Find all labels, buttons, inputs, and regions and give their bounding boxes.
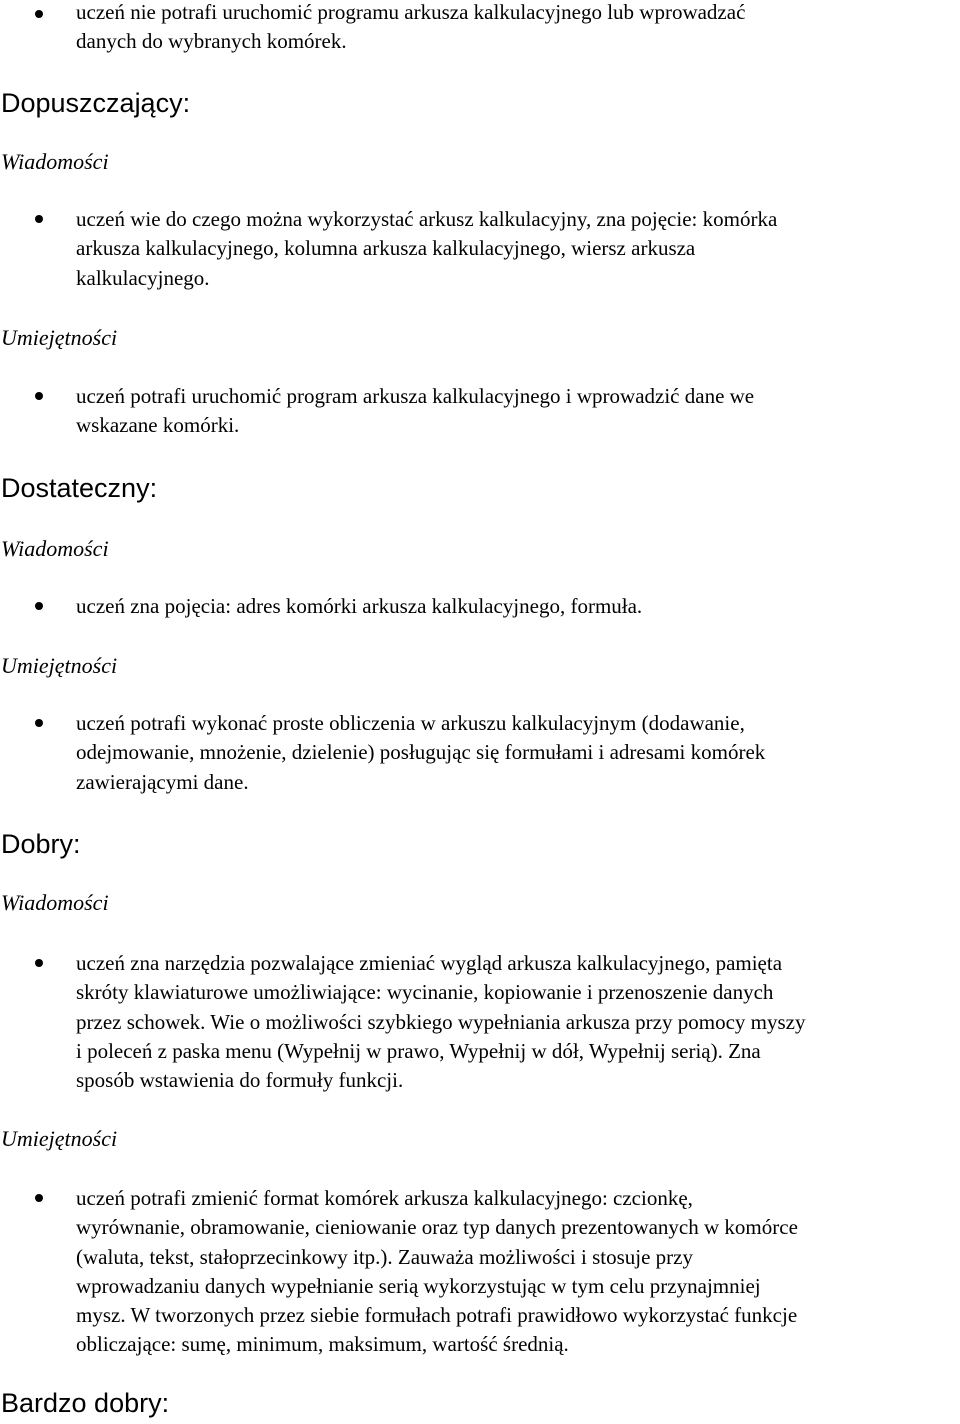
- text-line: uczeń wie do czego można wykorzystać arkusz kalkulacyjny, zna pojęcie: komórka: [76, 207, 778, 231]
- skills-label: Umiejętności: [1, 1126, 118, 1151]
- text-line: sposób wstawienia do formuły funkcji.: [76, 1068, 404, 1093]
- list-item-text: [76, 205, 960, 293]
- list-item-text: [76, 709, 960, 797]
- knowledge-label: Wiadomości: [1, 149, 109, 174]
- text-line: uczeń potrafi wykonać proste obliczenia w arkuszu kalkulacyjnym (dodawanie,: [76, 711, 745, 735]
- text-line: arkusza kalkulacyjnego, kolumna arkusza kalkulacyjnego, wiersz arkusza: [76, 236, 696, 261]
- text-line: i poleceń z paska menu (Wypełnij w prawo, Wypełnij w dół, Wypełnij serią). Zna: [76, 1038, 761, 1063]
- text-line: danych do wybranych komórek.: [76, 29, 347, 54]
- text-line: mysz. W tworzonych przez siebie formułach potrafi prawidłowo wykorzystać funkcje: [76, 1303, 798, 1328]
- grade-heading-dopuszczajacy: Dopuszczający:: [1, 88, 191, 118]
- knowledge-label: Wiadomości: [1, 536, 109, 561]
- skills-label: Umiejętności: [1, 653, 118, 678]
- skills-label: Umiejętności: [1, 325, 118, 350]
- text-line: zawierającymi dane.: [76, 769, 249, 794]
- list-item-text: [76, 1184, 960, 1360]
- bullet-icon: [35, 215, 43, 223]
- text-line: obliczające: sumę, minimum, maksimum, wartość średnią.: [76, 1332, 569, 1357]
- grade-heading-dostateczny: Dostateczny:: [1, 473, 158, 503]
- bullet-icon: [35, 959, 43, 967]
- text-line: odejmowanie, mnożenie, dzielenie) posługując się formułami i adresami komórek: [76, 740, 766, 765]
- text-line: kalkulacyjnego.: [76, 265, 210, 290]
- text-line: przez schowek. Wie o możliwości szybkiego wypełniania arkusza przy pomocy myszy: [76, 1009, 806, 1034]
- text-line: uczeń potrafi uruchomić program arkusza kalkulacyjnego i wprowadzić dane we: [76, 384, 755, 408]
- text-line: (waluta, tekst, stałoprzecinkowy itp.). Zauważa możliwości i stosuje przy: [76, 1244, 693, 1269]
- list-item-text: [76, 949, 960, 1095]
- bullet-icon: [35, 602, 43, 610]
- grade-heading-bardzo-dobry: Bardzo dobry:: [1, 1388, 170, 1418]
- bullet-icon: [35, 1194, 43, 1202]
- list-item-text: [76, 0, 960, 57]
- text-line: wyrównanie, obramowanie, cieniowanie oraz typ danych prezentowanych w komórce: [76, 1215, 798, 1240]
- knowledge-label: Wiadomości: [1, 890, 109, 915]
- bullet-icon: [35, 392, 43, 400]
- list-item-text: [76, 382, 960, 441]
- text-line: uczeń zna pojęcia: adres komórki arkusza kalkulacyjnego, formuła.: [76, 594, 643, 618]
- text-line: uczeń zna narzędzia pozwalające zmieniać wygląd arkusza kalkulacyjnego, pamięta: [76, 951, 783, 975]
- list-item-text: [76, 592, 960, 621]
- text-line: wprowadzaniu danych wypełnianie serią wykorzystując w tym celu przynajmniej: [76, 1273, 761, 1298]
- bullet-icon: [35, 719, 43, 727]
- text-line: wskazane komórki.: [76, 413, 240, 438]
- bullet-icon: [35, 10, 43, 18]
- grade-heading-dobry: Dobry:: [1, 829, 81, 859]
- text-line: uczeń nie potrafi uruchomić programu arkusza kalkulacyjnego lub wprowadzać: [76, 0, 746, 24]
- text-line: uczeń potrafi zmienić format komórek arkusza kalkulacyjnego: czcionkę,: [76, 1186, 693, 1210]
- text-line: skróty klawiaturowe umożliwiające: wycinanie, kopiowanie i przenoszenie danych: [76, 980, 774, 1005]
